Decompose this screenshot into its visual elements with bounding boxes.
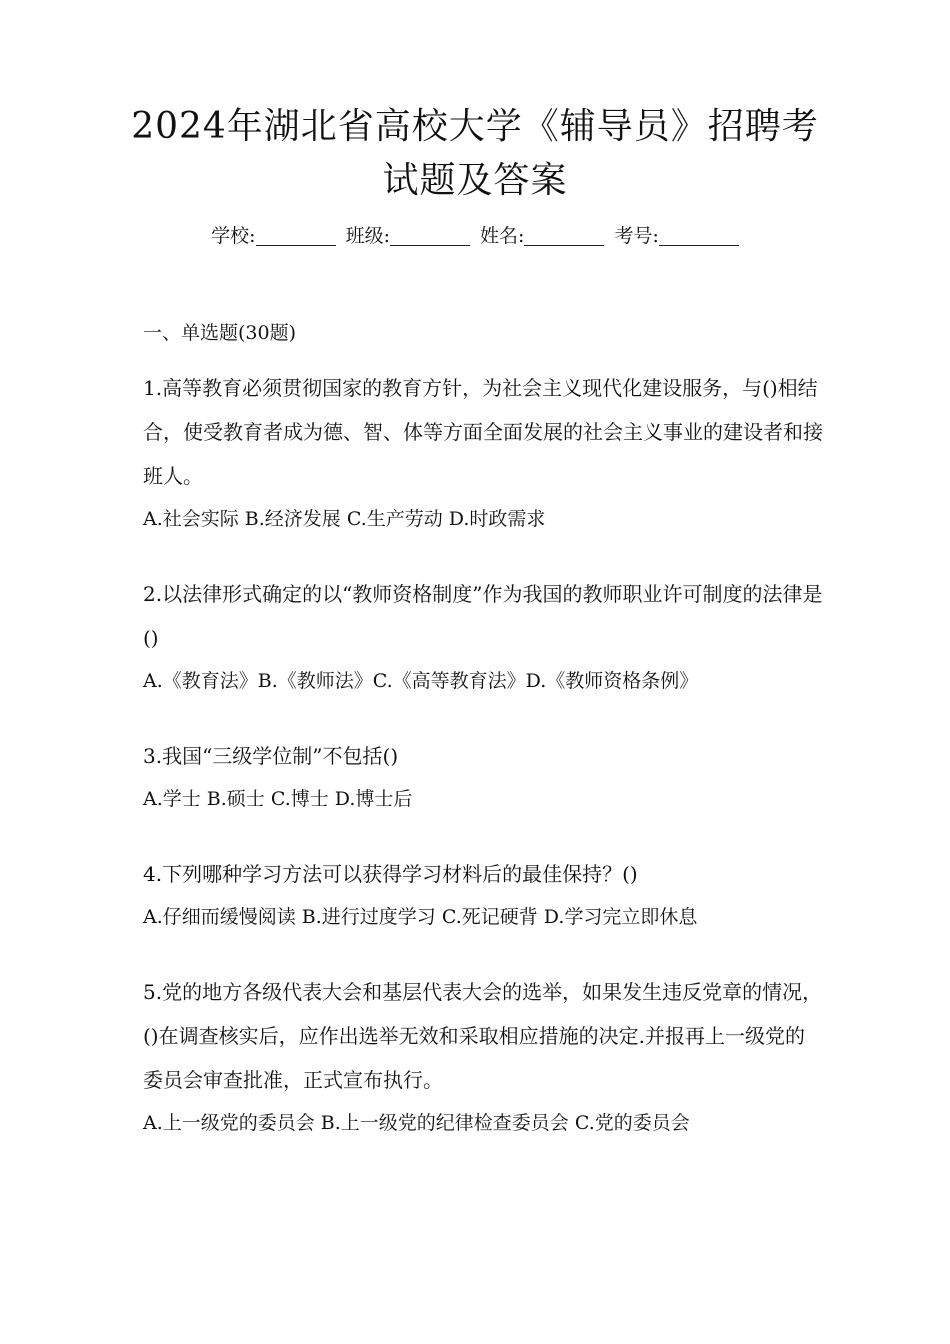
question-3 [143, 734, 823, 814]
section-title: 一、单选题(30题) [143, 322, 297, 344]
document-content [143, 318, 823, 1138]
question-options: A.学士 B.硕士 C.博士 D.博士后 [143, 788, 413, 810]
question-4 [143, 852, 823, 932]
question-stem: 1.高等教育必须贯彻国家的教育方针，为社会主义现代化建设服务，与()相结合，使受教育者成为德、智、体等方面全面发展的社会主义事业的建设者和接班人。 [143, 376, 823, 488]
class-blank [390, 244, 470, 246]
question-stem: 5.党的地方各级代表大会和基层代表大会的选举，如果发生违反党章的情况，()在调查核实后，应作出选举无效和采取相应措施的决定.并报再上一级党的委员会审查批准，正式宣布执行。 [143, 980, 823, 1092]
school-field [211, 222, 335, 250]
document-title: 2024年湖北省高校大学《辅导员》招聘考试题及答案 [131, 106, 819, 201]
student-info-line [0, 222, 950, 250]
question-1 [143, 366, 823, 534]
question-stem: 4.下列哪种学习方法可以获得学习材料后的最佳保持？() [143, 862, 638, 886]
question-stem: 2.以法律形式确定的以“教师资格制度”作为我国的教师职业许可制度的法律是() [143, 582, 823, 650]
name-label: 姓名: [480, 225, 525, 247]
question-2 [143, 572, 823, 696]
school-label: 学校: [211, 225, 256, 247]
exam-number-field [614, 222, 738, 250]
exam-number-label: 考号: [614, 225, 659, 247]
question-options: A.仔细而缓慢阅读 B.进行过度学习 C.死记硬背 D.学习完立即休息 [143, 906, 698, 928]
question-options: A.社会实际 B.经济发展 C.生产劳动 D.时政需求 [143, 508, 546, 530]
question-options: A.上一级党的委员会 B.上一级党的纪律检查委员会 C.党的委员会 [143, 1112, 690, 1134]
question-5 [143, 970, 823, 1138]
name-blank [524, 244, 604, 246]
class-label: 班级: [345, 225, 390, 247]
class-field [346, 222, 470, 250]
question-options: A.《教育法》B.《教师法》C.《高等教育法》D.《教师资格条例》 [143, 670, 699, 692]
question-stem: 3.我国“三级学位制”不包括() [143, 744, 399, 768]
school-blank [256, 244, 336, 246]
exam-number-blank [659, 244, 739, 246]
name-field [480, 222, 604, 250]
